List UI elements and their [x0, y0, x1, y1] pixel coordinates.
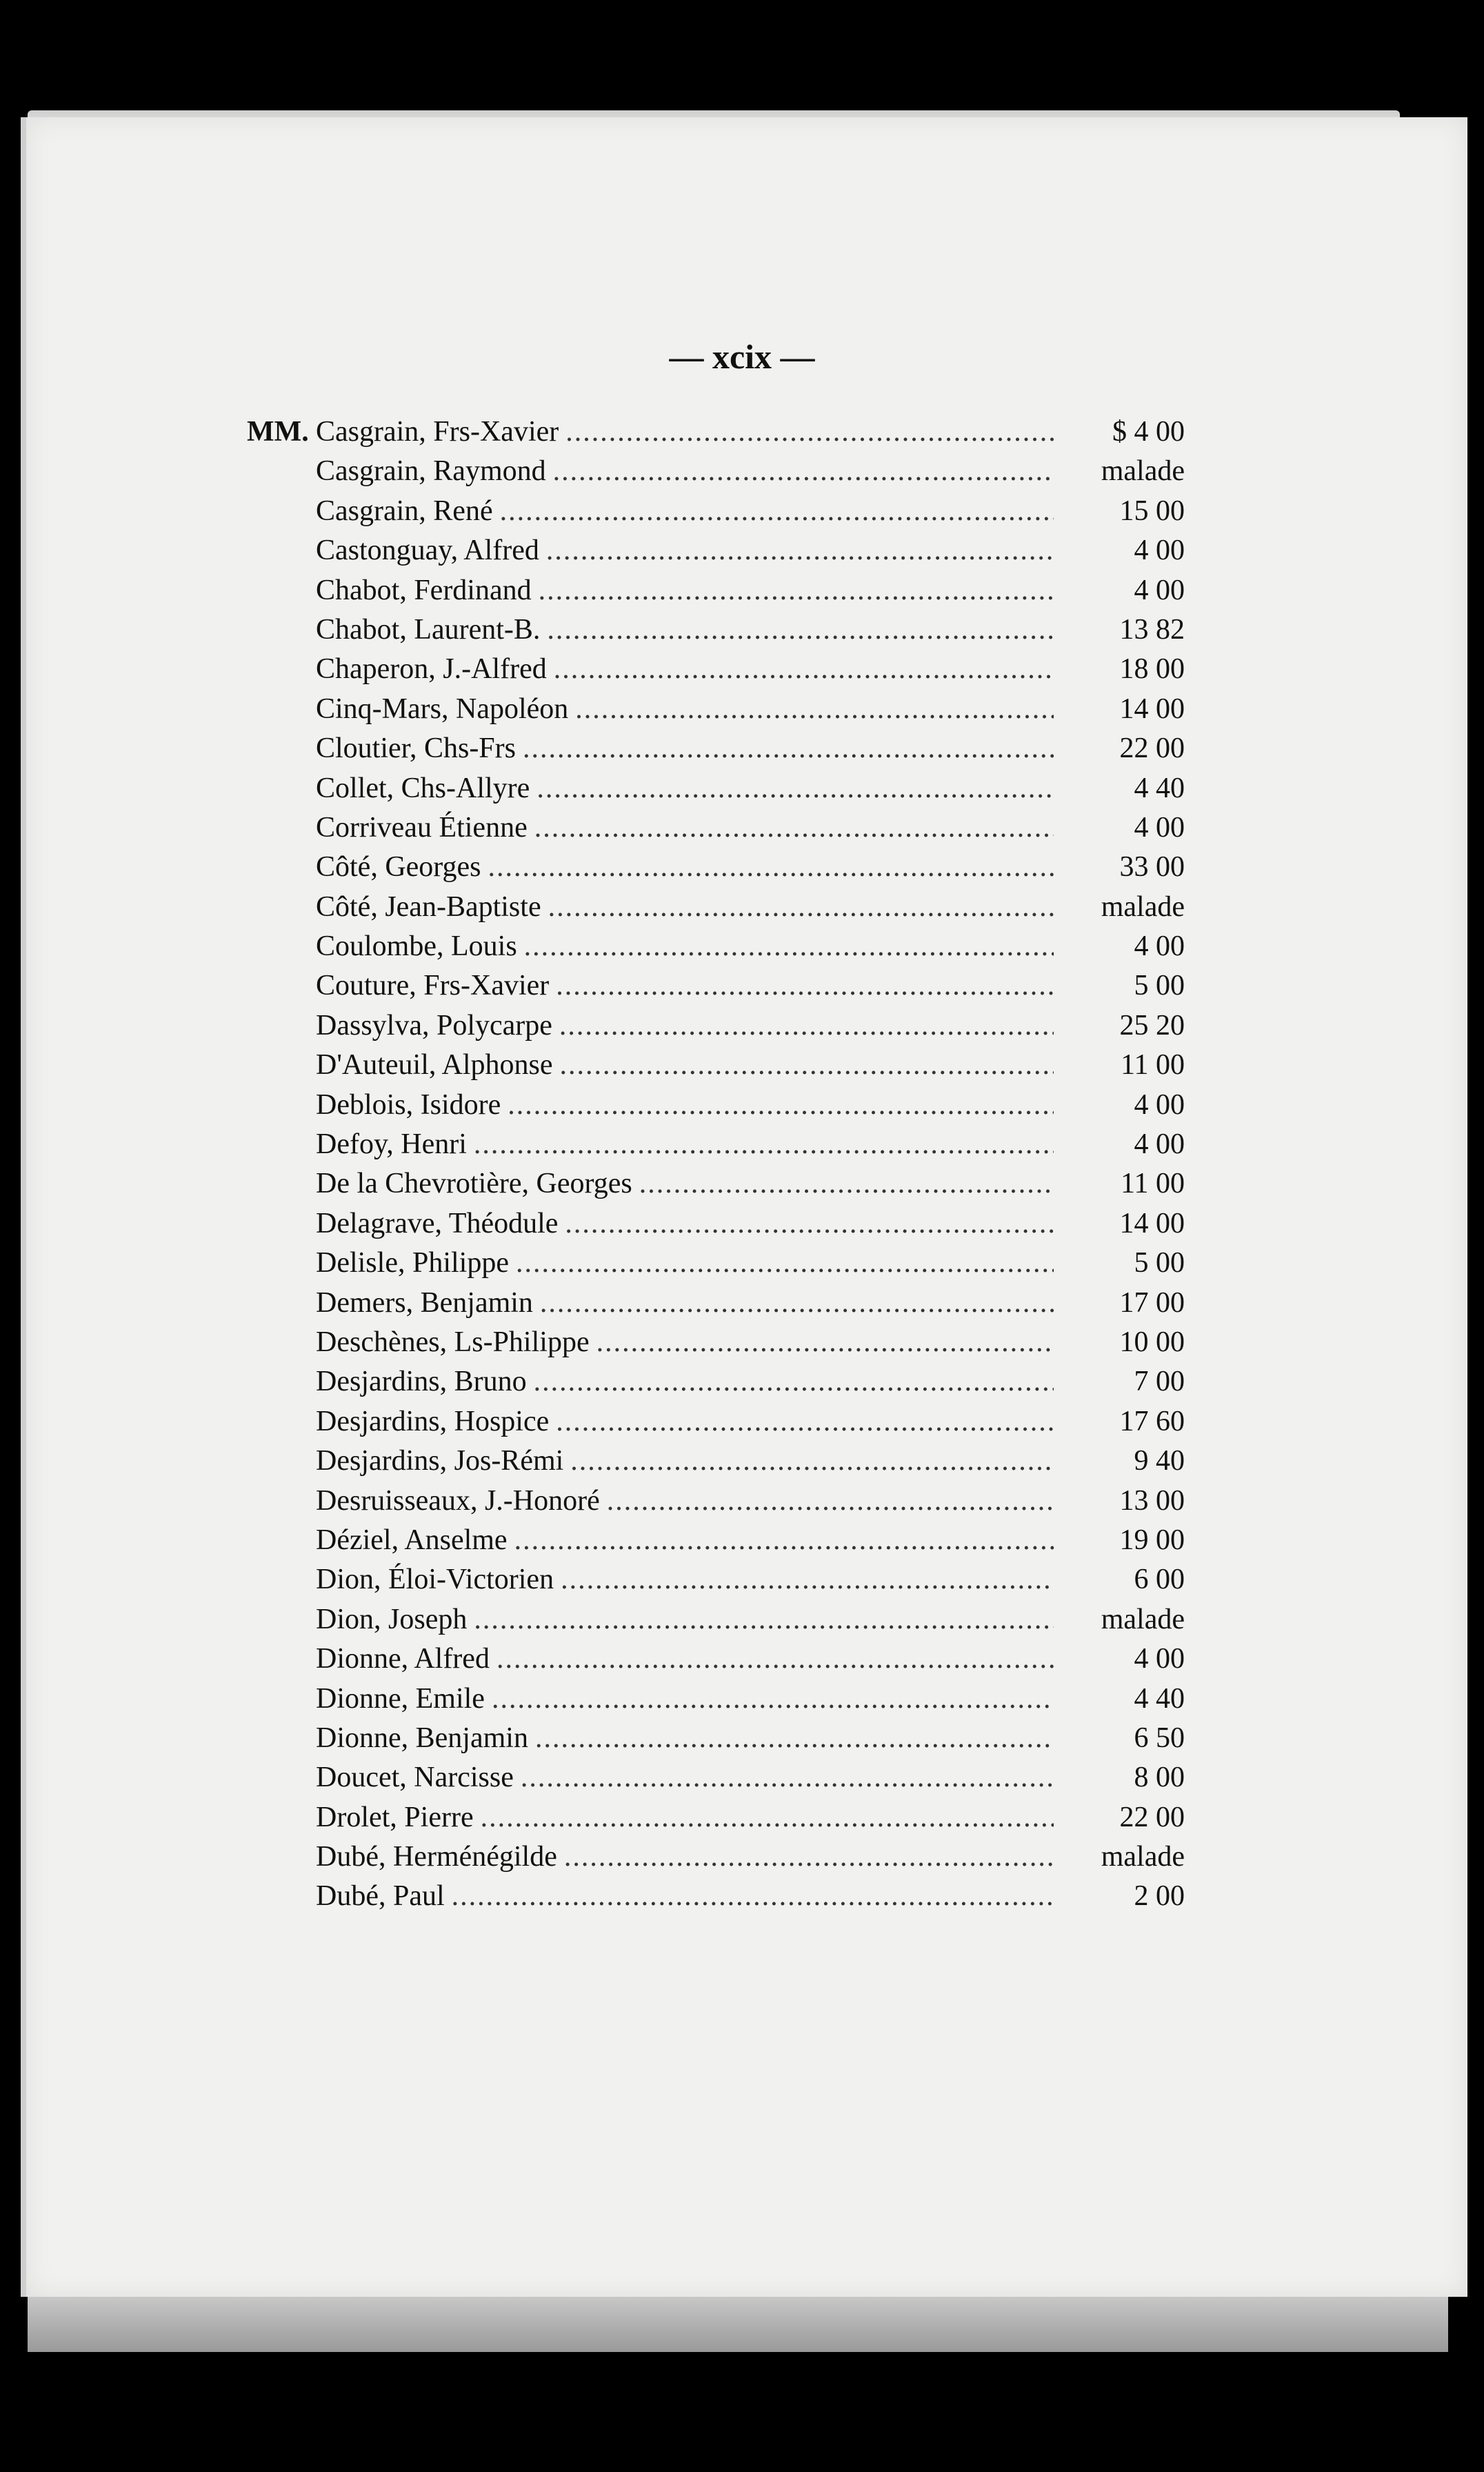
entry-amount: malade [1101, 455, 1185, 488]
list-item [247, 1801, 1185, 1840]
dot-leader [560, 1048, 1054, 1082]
entry-name: Chabot, Laurent-B. [316, 613, 541, 646]
entry-name: D'Auteuil, Alphonse [316, 1049, 553, 1082]
list-item [247, 1365, 1185, 1404]
dot-leader [535, 1722, 1054, 1755]
entry-name: Dion, Éloi-Victorien [316, 1564, 554, 1596]
list-item [247, 890, 1185, 930]
dot-leader [474, 1128, 1054, 1161]
entry-amount: 4 00 [1134, 1128, 1185, 1161]
entry-name: Dubé, Herménégilde [316, 1841, 557, 1873]
entry-amount: 11 00 [1121, 1049, 1185, 1082]
entry-name: Dassylva, Polycarpe [316, 1009, 552, 1041]
entry-amount: 10 00 [1119, 1326, 1185, 1358]
list-item [247, 1444, 1185, 1484]
list-item [247, 1642, 1185, 1682]
entry-amount: 18 00 [1119, 653, 1185, 686]
entry-amount: 6 00 [1134, 1564, 1185, 1596]
entry-amount: 11 00 [1121, 1168, 1185, 1200]
entry-name: Deschènes, Ls-Philippe [316, 1326, 590, 1358]
entry-amount: $ 4 00 [1112, 416, 1185, 448]
dot-leader [575, 692, 1054, 726]
entry-amount: 9 40 [1134, 1445, 1185, 1477]
dot-leader [565, 415, 1054, 448]
entry-name: Dion, Joseph [316, 1603, 468, 1635]
entry-name: Defoy, Henri [316, 1128, 467, 1161]
entry-name: Deblois, Isidore [316, 1088, 501, 1121]
list-item [247, 1603, 1185, 1642]
entry-amount: 4 00 [1134, 930, 1185, 963]
entry-name: Côté, Georges [316, 851, 481, 884]
entry-amount: 5 00 [1134, 1247, 1185, 1279]
entry-amount: 7 00 [1134, 1366, 1185, 1398]
list-item [247, 534, 1185, 573]
dot-leader [639, 1167, 1054, 1200]
entry-name: Demers, Benjamin [316, 1286, 533, 1319]
entry-amount: 22 00 [1119, 1801, 1185, 1833]
entry-amount: 4 00 [1134, 574, 1185, 606]
dot-leader [516, 1246, 1054, 1279]
entry-amount: 4 00 [1134, 811, 1185, 844]
entry-name: Casgrain, Frs-Xavier [316, 416, 559, 448]
dot-leader [474, 1603, 1054, 1636]
dot-leader [570, 1444, 1054, 1477]
entry-name: De la Chevrotière, Georges [316, 1168, 632, 1200]
dot-leader [537, 772, 1054, 805]
dot-leader [534, 811, 1054, 844]
entry-amount: 22 00 [1119, 732, 1185, 765]
entry-name: Drolet, Pierre [316, 1801, 474, 1833]
entry-amount: 25 20 [1119, 1009, 1185, 1041]
entry-amount: 6 50 [1134, 1722, 1185, 1754]
dot-leader [546, 534, 1054, 567]
dot-leader [497, 1642, 1054, 1675]
entry-amount: 13 82 [1119, 613, 1185, 646]
entry-amount: 4 00 [1134, 1643, 1185, 1675]
entry-name: Desruisseaux, J.-Honoré [316, 1484, 600, 1517]
entry-amount: 2 00 [1134, 1880, 1185, 1913]
honorific-prefix: MM. [247, 416, 309, 448]
entry-name: Castonguay, Alfred [316, 535, 539, 567]
entry-amount: 17 60 [1119, 1405, 1185, 1437]
list-item [247, 1246, 1185, 1286]
list-item [247, 732, 1185, 771]
entry-name: Côté, Jean-Baptiste [316, 890, 541, 923]
list-item [247, 1009, 1185, 1048]
entry-name: Cloutier, Chs-Frs [316, 732, 517, 765]
entry-amount: malade [1101, 1603, 1185, 1635]
dot-leader [452, 1880, 1054, 1913]
dot-leader [539, 574, 1054, 607]
dot-leader [607, 1484, 1054, 1517]
entry-name: Corriveau Étienne [316, 811, 528, 844]
dot-leader [556, 969, 1054, 1002]
entry-name: Couture, Frs-Xavier [316, 970, 550, 1002]
list-item [247, 652, 1185, 692]
dot-leader [561, 1563, 1054, 1596]
dot-leader [553, 455, 1054, 488]
dot-leader [508, 1088, 1054, 1122]
entry-name: Desjardins, Jos-Rémi [316, 1445, 564, 1477]
entry-name: Dionne, Alfred [316, 1643, 490, 1675]
list-item [247, 415, 1185, 455]
dot-leader [556, 1405, 1054, 1438]
list-item [247, 692, 1185, 732]
dot-leader [481, 1801, 1054, 1834]
entry-name: Coulombe, Louis [316, 930, 517, 963]
page-number-header: — xcix — [669, 337, 815, 376]
entry-amount: 4 40 [1134, 1682, 1185, 1715]
list-item [247, 772, 1185, 811]
list-item [247, 455, 1185, 494]
entry-amount: 13 00 [1119, 1484, 1185, 1517]
entry-amount: 14 00 [1119, 1207, 1185, 1239]
dot-leader [596, 1326, 1054, 1359]
entry-name: Chabot, Ferdinand [316, 574, 532, 606]
entry-amount: 4 00 [1134, 535, 1185, 567]
list-item [247, 574, 1185, 613]
entry-amount: malade [1101, 890, 1185, 923]
entry-amount: 4 00 [1134, 1088, 1185, 1121]
dot-leader [524, 930, 1054, 963]
list-item [247, 930, 1185, 969]
dot-leader [547, 613, 1054, 646]
entry-amount: 33 00 [1119, 851, 1185, 884]
list-item [247, 1524, 1185, 1563]
entry-name: Desjardins, Hospice [316, 1405, 550, 1437]
dot-leader [492, 1682, 1054, 1715]
entry-amount: 4 40 [1134, 772, 1185, 804]
list-item [247, 1682, 1185, 1722]
entry-name: Casgrain, René [316, 495, 493, 527]
dot-leader [534, 1365, 1054, 1398]
entry-name: Dionne, Emile [316, 1682, 485, 1715]
dot-leader [500, 495, 1054, 528]
entry-name: Casgrain, Raymond [316, 455, 546, 488]
entry-name: Déziel, Anselme [316, 1524, 508, 1556]
entry-name: Doucet, Narcisse [316, 1762, 514, 1794]
list-item [247, 1840, 1185, 1880]
dot-leader [554, 652, 1054, 686]
entry-amount: malade [1101, 1841, 1185, 1873]
list-item [247, 613, 1185, 652]
dot-leader [564, 1840, 1054, 1873]
list-item [247, 1326, 1185, 1365]
dot-leader [540, 1286, 1054, 1319]
entry-name: Cinq-Mars, Napoléon [316, 692, 569, 725]
list-item [247, 1167, 1185, 1206]
dot-leader [514, 1524, 1054, 1557]
list-item [247, 811, 1185, 850]
dot-leader [521, 1761, 1054, 1794]
entry-name: Collet, Chs-Allyre [316, 772, 530, 804]
entry-name: Dubé, Paul [316, 1880, 445, 1913]
list-item [247, 1048, 1185, 1088]
list-item [247, 1128, 1185, 1167]
entry-amount: 19 00 [1119, 1524, 1185, 1556]
list-item [247, 969, 1185, 1008]
list-item [247, 1761, 1185, 1800]
dot-leader [488, 850, 1054, 884]
entry-name: Desjardins, Bruno [316, 1366, 527, 1398]
list-item [247, 1405, 1185, 1444]
list-item [247, 1207, 1185, 1246]
entry-amount: 8 00 [1134, 1762, 1185, 1794]
entry-amount: 14 00 [1119, 692, 1185, 725]
entry-amount: 15 00 [1119, 495, 1185, 527]
dot-leader [523, 732, 1054, 765]
dot-leader [559, 1009, 1054, 1042]
list-item [247, 1563, 1185, 1602]
dot-leader [548, 890, 1054, 924]
entry-amount: 5 00 [1134, 970, 1185, 1002]
entry-name: Dionne, Benjamin [316, 1722, 528, 1754]
entry-amount: 17 00 [1119, 1286, 1185, 1319]
subscription-list [247, 415, 1185, 1920]
list-item [247, 1088, 1185, 1128]
entry-name: Chaperon, J.-Alfred [316, 653, 547, 686]
list-item [247, 1286, 1185, 1326]
list-item [247, 850, 1185, 890]
list-item [247, 1722, 1185, 1761]
list-item [247, 1484, 1185, 1524]
entry-name: Delagrave, Théodule [316, 1207, 559, 1239]
list-item [247, 495, 1185, 534]
entry-name: Delisle, Philippe [316, 1247, 509, 1279]
dot-leader [565, 1207, 1054, 1240]
list-item [247, 1880, 1185, 1919]
